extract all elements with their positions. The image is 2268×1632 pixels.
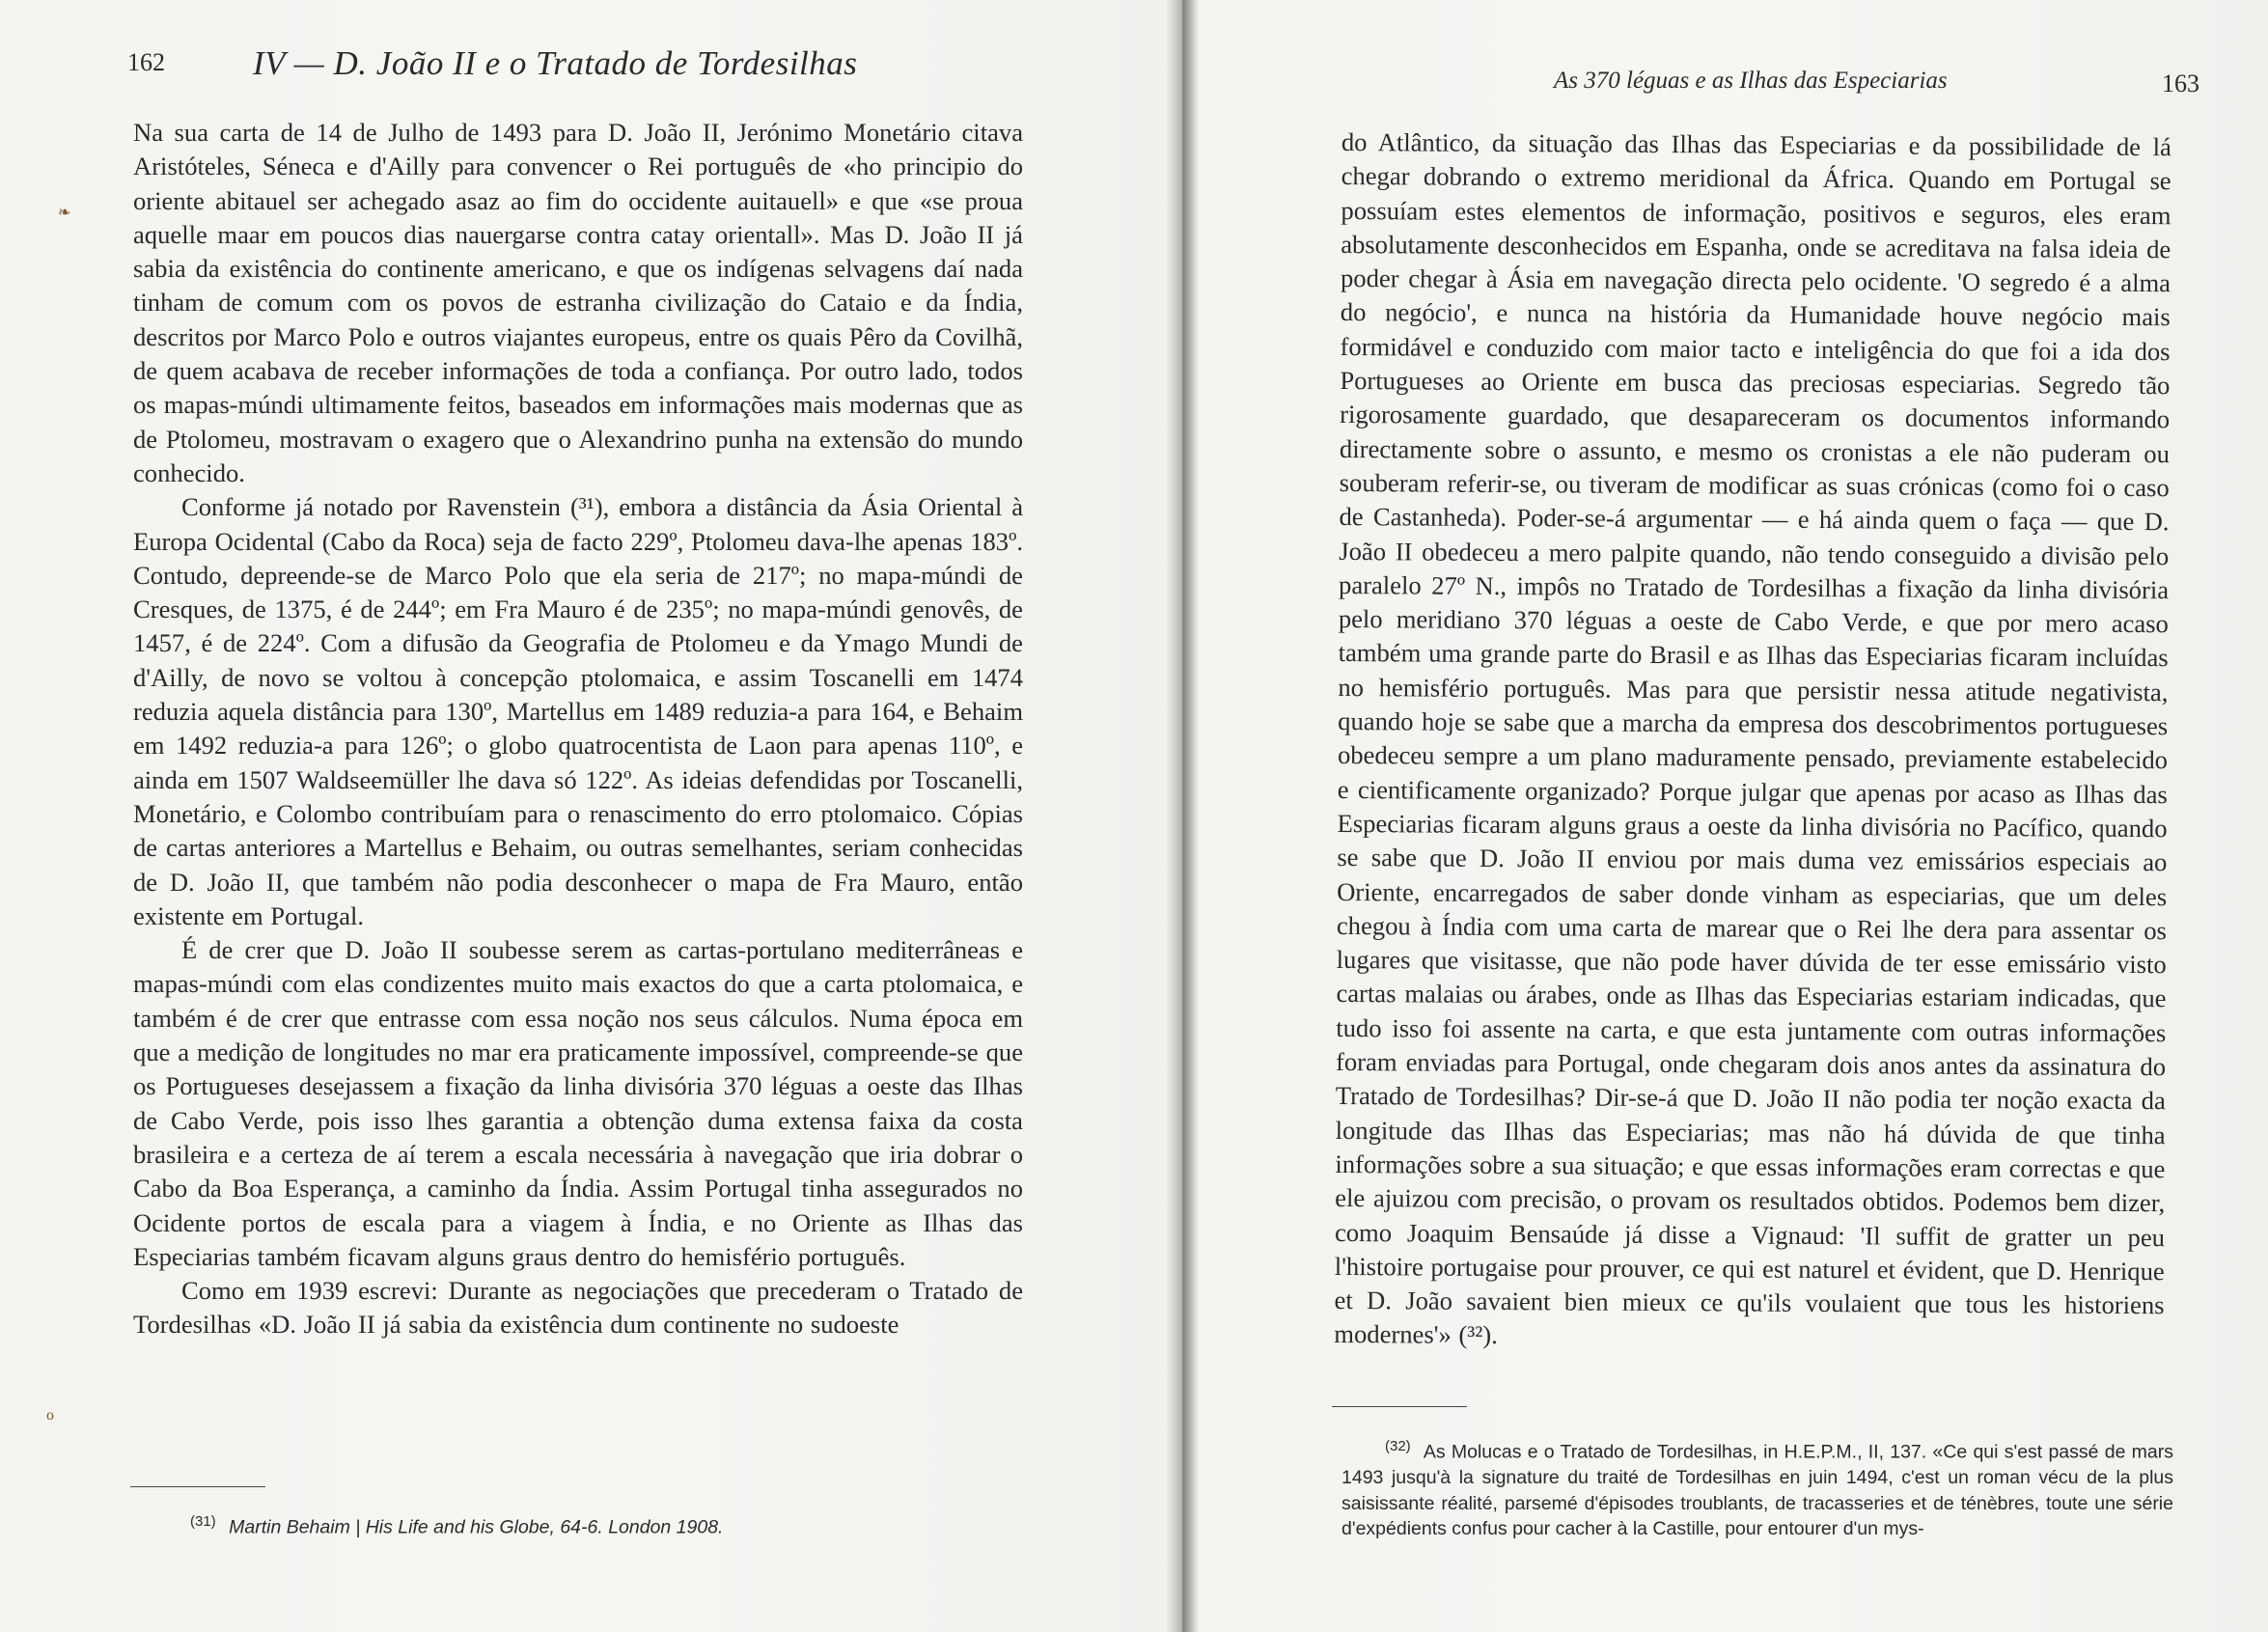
footnote-label: (31) [190,1513,216,1530]
footnote-label: (32) [1385,1438,1411,1454]
paper-speck-icon: ❧ [58,205,71,221]
footnote-rule [1332,1406,1467,1407]
paragraph: Conforme já notado por Ravenstein (³¹), embora a distância da Ásia Oriental à Europa Ocidental (Cabo da Roca) seja de facto 229º, Ptolomeu dava-lhe apenas 183º. Contudo, depreende-se de Marco Polo que ela seria de 217º; no mapa-múndi de Cresques, de 1375, é de 244º; em Fra Mauro é de 235º; no mapa-múndi genovês, de 1457, é de 224º. Com a difusão da Geografia de Ptolomeu e da Ymago Mundi de d'Ailly, de novo se voltou à concepção ptolomaica, e assim Toscanelli em 1474 reduzia aquela distância para 130º, Martellus em 1489 reduzia-a para 164, e Behaim em 1492 reduzia-a para 126º; o globo quatrocentista de Laon para apenas 110º, e ainda em 1507 Waldseemüller lhe dava só 122º. As ideias defendidas por Toscanelli, Monetário, e Colombo contribuíam para o renascimento do erro ptolomaico. Cópias de cartas anteriores a Martellus e Behaim, ou outras semelhantes, seriam conhecidas de D. João II, que também não podia desconhecer o mapa de Fra Mauro, então existente em Portugal. [133,492,1023,930]
body-text [1334,125,2171,1357]
paragraph: É de crer que D. João II soubesse serem as cartas-portulano mediterrâneas e mapas-múndi com elas condizentes muito mais exactos do que a carta ptolomaica, e também é de crer que entrasse com essa noção nos seus cálculos. Numa época em que a medição de longitudes no mar era praticamente impossível, compreende-se que os Portugueses desejassem a fixação da linha divisória 370 léguas a oeste das Ilhas de Cabo Verde, pois isso lhes garantia a obtenção duma extensa faixa da costa brasileira e a certeza de aí terem a escala necessária à navegação que iria dobrar o Cabo da Boa Esperança, a caminho da Índia. Assim Portugal tinha assegurados no Ocidente portos de escala para a viagem à Índia, e no Oriente as Ilhas das Especiarias também ficavam alguns graus dentro do hemisfério português. [133,935,1023,1271]
right-page [1182,0,2268,1632]
footnote [190,1509,962,1540]
page-number: 162 [127,48,165,76]
paragraph: Na sua carta de 14 de Julho de 1493 para D. João II, Jerónimo Monetário citava Aristóteles, Séneca e d'Ailly para convencer o Rei português de «ho principio do oriente abitauel ser achegado asaz ao fim do occidente auitauell» e que «se proua aquelle maar em poucos dias nauergarse contra catay orientall». Mas D. João II já sabia da existência do continente americano, e que os indígenas selvagens daí nada tinham de comum com os povos de estranha civilização do Cataio e da Índia, descritos por Marco Polo e outros viajantes europeus, entre os quais Pêro da Covilhã, de quem acabava de receber informações de toda a confiança. Por outro lado, todos os mapas-múndi ultimamente feitos, baseados em informações mais modernas que as de Ptolomeu, mostravam o exagero que o Alexandrino punha na extensão do mundo conhecido. [133,118,1023,487]
footnote-rule [130,1486,265,1487]
running-head: IV — D. João II e o Tratado de Tordesilhas [253,44,858,82]
footnote-text: Martin Behaim | His Life and his Globe, 64-6. London 1908. [229,1516,724,1538]
paragraph: do Atlântico, da situação das Ilhas das Especiarias e da possibilidade de lá chegar dobrando o extremo meridional da África. Quando em Portugal se possuíam estes elementos de informação, positivos e seguros, eles eram absolutamente desconhecidos em Espanha, onde se acreditava na falsa ideia de poder chegar à Ásia em navegação directa pelo ocidente. 'O segredo é a alma do negócio', e nunca na história da Humanidade houve negócio mais formidável e conduzido com maior tacto e inteligência do que foi a ida dos Portugueses ao Oriente em busca das preciosas especiarias. Segredo tão rigorosamente guardado, que desapareceram os documentos informando directamente sobre o assunto, e mesmo os cronistas a ele não puderam ou souberam referir-se, ou tiveram de modificar as suas crónicas (como foi o caso de Castanheda). Poder-se-á argumentar — e há ainda quem o faça — que D. João II obedeceu a mero palpite quando, não tendo conseguido a divisão pelo paralelo 27º N., impôs no Tratado de Tordesilhas a fixação da linha divisória pelo meridiano 370 léguas a oeste de Cabo Verde, e que por mero acaso também uma grande parte do Brasil e as Ilhas das Especiarias ficaram incluídas no hemisfério português. Mas para que persistir nessa atitude negativista, quando hoje se sabe que a marcha da empresa dos descobrimentos portugueses obedeceu sempre a um plano maduramente pensado, previamente estabelecido e cientificamente organizado? Porque julgar que apenas por acaso as Ilhas das Especiarias ficaram alguns graus a oeste da linha divisória no Pacífico, quando se sabe que D. João II enviou por mais duma vez emissários especiais ao Oriente, encarregados de saber donde vinham as especiarias, que um deles chegou à Índia com uma carta de marear que o Rei lhe dera para assentar os lugares que visitasse, que não pode haver dúvida de ter esse emissário visto cartas malaias ou árabes, onde as Ilhas das Especiarias estariam indicadas, que tudo isso foi assente na carta, e que esta juntamente com outras informações foram enviadas para Portugal, onde chegaram dois anos antes da assinatura do Tratado de Tordesilhas? Dir-se-á que D. João II não podia ter noção exacta da longitude das Ilhas das Especiarias; mas não há dúvida de que tinha informações sobre a sua situação; e que essas informações eram correctas e que ele ajuizou com precisão, o provam os resultados obtidos. Podemos bem dizer, como Joaquim Bensaúde já disse a Vignaud: 'Il suffit de gratter un peu l'histoire portugaise pour prouver, ce qui est naturel et évident, que D. Henrique et D. João savaient bien mieux ce qu'ils voulaient que tous les historiens modernes'» (³²). [1334,126,2171,1350]
paper-speck-icon: o [46,1407,54,1424]
running-head: As 370 léguas e as Ilhas das Especiarias [1554,68,1948,94]
book-gutter [1166,0,1199,1632]
footnote-text: As Molucas e o Tratado de Tordesilhas, in H.E.P.M., II, 137. «Ce qui s'est passé de mars 1493 jusqu'à la signature du traité de Tordesilhas en juin 1494, c'est un roman vécu de la plus saisissante réalité, parsemé d'épisodes troublants, de tracasseries et de ténèbres, toute une série d'expédients confus pour cacher à la Castille, pour entourer d'un mys- [1341,1441,2173,1539]
page-number: 163 [2162,69,2199,97]
paragraph: Como em 1939 escrevi: Durante as negociações que precederam o Tratado de Tordesilhas «D. João II já sabia da existência dum continente no sudoeste [133,1276,1023,1340]
body-text [133,116,1023,1342]
footnote [1341,1434,2173,1542]
